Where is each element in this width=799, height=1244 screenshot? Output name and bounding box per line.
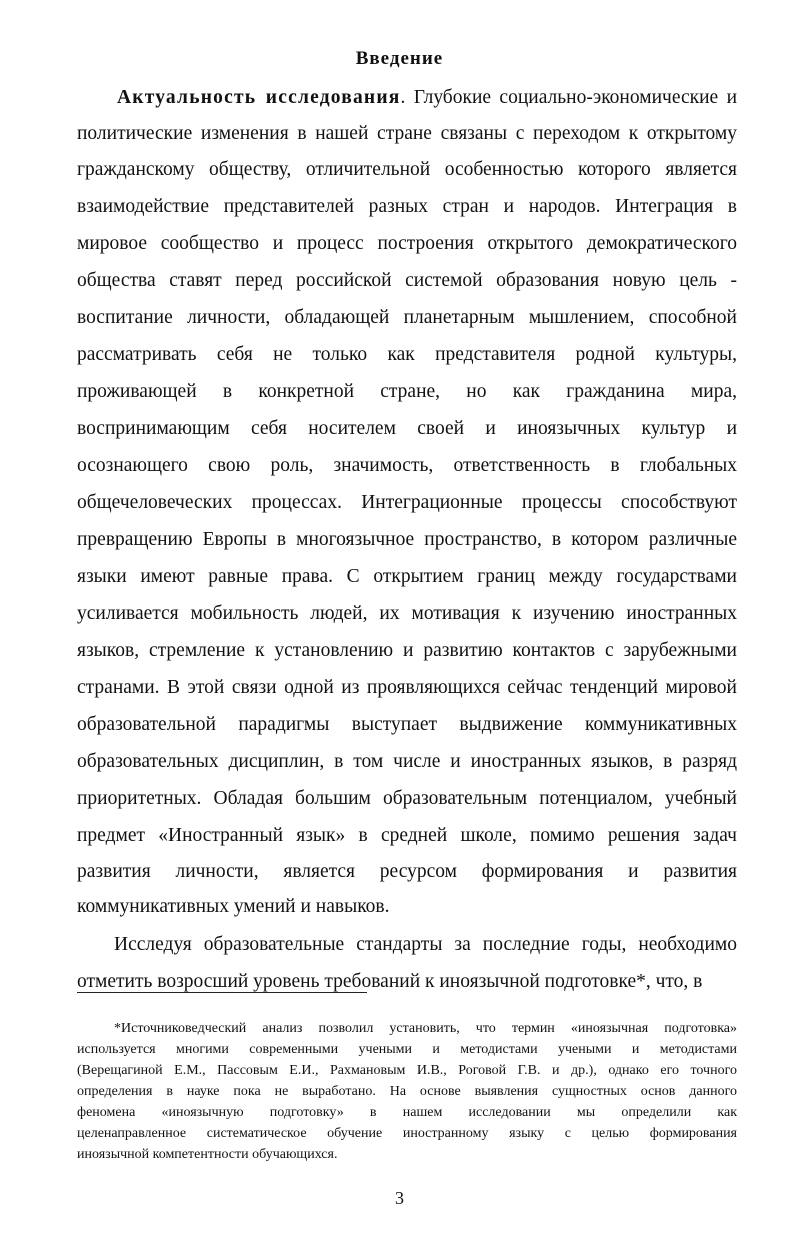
- body-line: осознающего свою роль, значимость, ответственность в глобальных: [77, 455, 737, 476]
- body-line-paragraph-start: Исследуя образовательные стандарты за последние годы, необходимо: [114, 934, 737, 955]
- body-line: общечеловеческих процессах. Интеграционные процессы способствуют: [77, 492, 737, 513]
- body-line: взаимодействие представителей разных стран и народов. Интеграция в: [77, 196, 737, 217]
- body-line: отметить возросший уровень требований к иноязычной подготовке*, что, в: [77, 971, 703, 992]
- footnote-line: (Верещагиной Е.М., Пассовым Е.И., Рахмановым И.В., Роговой Г.В. и др.), однако его точного: [77, 1063, 737, 1078]
- body-line: языков, стремление к установлению и развитию контактов с зарубежными: [77, 640, 737, 661]
- body-line-text: Глубокие социально-экономические и: [413, 87, 737, 108]
- footnote-line: определения в науке пока не выработано. На основе выявления сущностных основ данного: [77, 1084, 737, 1099]
- body-line: мировое сообщество и процесс построения открытого демократического: [77, 233, 737, 254]
- body-line: приоритетных. Обладая большим образовательным потенциалом, учебный: [77, 788, 737, 809]
- body-line: воспринимающим себя носителем своей и иноязычных культур и: [77, 418, 737, 439]
- body-line: образовательных дисциплин, в том числе и иностранных языков, в разряд: [77, 751, 737, 772]
- body-line: политические изменения в нашей стране связаны с переходом к открытому: [77, 123, 737, 144]
- lead-phrase: Актуальность исследования: [117, 87, 401, 108]
- body-line: коммуникативных умений и навыков.: [77, 896, 390, 917]
- body-line: превращению Европы в многоязычное пространство, в котором различные: [77, 529, 737, 550]
- body-line: усиливается мобильность людей, их мотивация к изучению иностранных: [77, 603, 737, 624]
- body-line: предмет «Иностранный язык» в средней школе, помимо решения задач: [77, 825, 737, 846]
- footnote-line: иноязычной компетентности обучающихся.: [77, 1147, 338, 1162]
- footnote-line: феномена «иноязычную подготовку» в нашем исследовании мы определили как: [77, 1105, 737, 1120]
- body-line-first: Актуальность исследования. Глубокие социально-экономические и: [117, 87, 737, 108]
- body-line: образовательной парадигмы выступает выдвижение коммуникативных: [77, 714, 737, 735]
- body-line: языки имеют равные права. С открытием границ между государствами: [77, 566, 737, 587]
- body-line: странами. В этой связи одной из проявляющихся сейчас тенденций мировой: [77, 677, 737, 698]
- body-line: воспитание личности, обладающей планетарным мышлением, способной: [77, 307, 737, 328]
- footnote-line: *Источниковедческий анализ позволил установить, что термин «иноязычная подготовка»: [114, 1021, 737, 1036]
- body-line: рассматривать себя не только как представителя родной культуры,: [77, 344, 737, 365]
- body-line: проживающей в конкретной стране, но как гражданина мира,: [77, 381, 737, 402]
- footnote-divider: [77, 992, 367, 993]
- page-number: 3: [395, 1188, 404, 1208]
- footnote-line: целенаправленное систематическое обучение иностранному языку с целью формирования: [77, 1126, 737, 1141]
- page-title: Введение: [355, 48, 444, 69]
- footnote-line: используется многими современными учеными и методистами учеными и методистами: [77, 1042, 737, 1057]
- body-line: общества ставят перед российской системой образования новую цель -: [77, 270, 737, 291]
- body-line: гражданскому обществу, отличительной особенностью которого является: [77, 159, 737, 180]
- body-line: развития личности, является ресурсом формирования и развития: [77, 861, 737, 882]
